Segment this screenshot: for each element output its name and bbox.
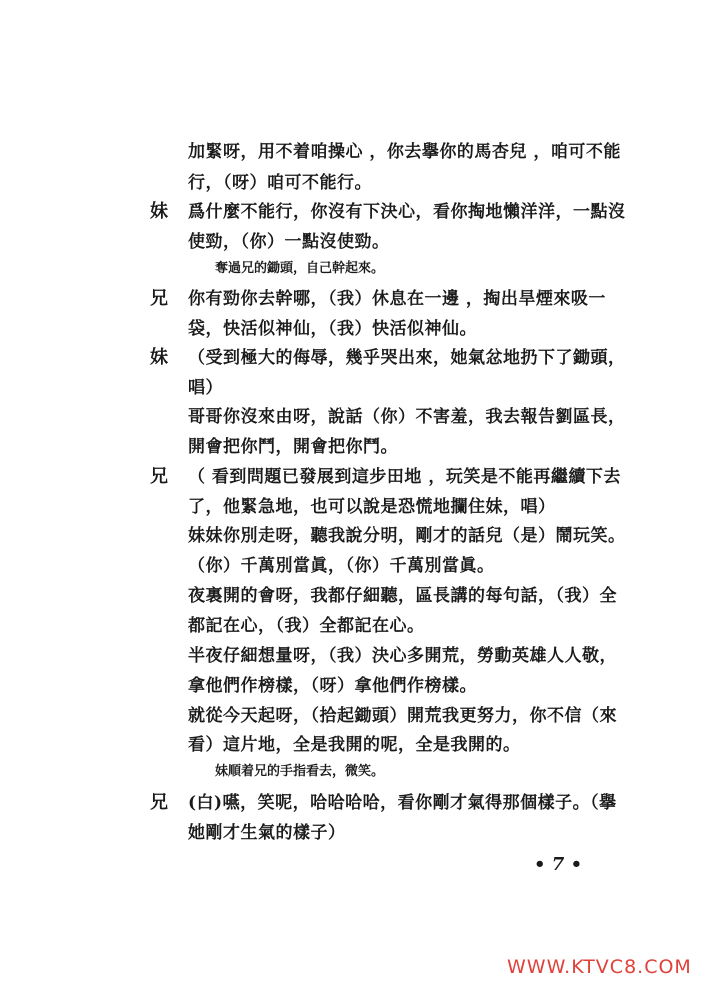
dialogue-line: 拿他們作榜樣，（呀）拿他們作榜樣。 [188,676,477,696]
dialogue-line: （你）千萬別當眞，（你）千萬別當眞。 [188,556,495,576]
dialogue-line: 爲什麼不能行，你沒有下決心，看你掏地懶洋洋，一點沒 [188,202,626,222]
dialogue-line: 唱） [188,378,223,398]
watermark: WWW.KTVC8.COM [507,956,692,978]
dialogue-line: 使勁，（你）一點沒使勁。 [188,232,390,252]
dialogue-line: 就從今天起呀，（拾起鋤頭）開荒我更努力，你不信（來 [188,706,617,726]
dialogue-line: 妹妹你別走呀，聽我說分明，剛才的話兒（是）鬧玩笑。 [188,526,626,546]
speaker-label: 兄 [150,288,168,309]
dialogue-line: 夜裏開的會呀，我都仔細聽，區長講的每句話，（我）全 [188,586,617,606]
dialogue-line: 加緊呀，用不着咱操心 ，你去擧你的馬杏兒 ，咱可不能 [188,142,621,162]
dialogue-line: 哥哥你沒來由呀，說話（你）不害羞，我去報告劉區長， [188,407,626,427]
page-number: • 7 • [534,854,583,875]
stage-direction: 妹順着兄的手指看去，微笑。 [215,764,385,779]
dialogue-line: 看）這片地，全是我開的呢，全是我開的。 [188,735,521,755]
dialogue-line: （受到極大的侮辱，幾乎哭出來，她氣忿地扔下了鋤頭， [188,348,626,368]
dialogue-line: 袋，快活似神仙，（我）快活似神仙。 [188,319,477,339]
dialogue-line: 了，他緊急地，也可以說是恐慌地攔住妹，唱） [188,497,556,517]
dialogue-line: （ 看到問題已發展到這步田地 ，玩笑是不能再繼續下去 [188,467,621,487]
dialogue-line: 行，（呀）咱可不能行。 [188,173,372,193]
speaker-label: 妹 [150,201,168,222]
speaker-label: 兄 [150,466,168,487]
dialogue-line: 你有勁你去幹哪，（我）休息在一邊 ，掏出旱煙來吸一 [188,289,606,309]
dialogue-line: 半夜仔細想量呀，（我）決心多開荒，勞動英雄人人敬， [188,646,617,666]
dialogue-line: 開會把你鬥，開會把你鬥。 [188,437,398,457]
stage-direction: 奪過兄的鋤頭，自己幹起來。 [215,261,385,276]
dialogue-line: 都記在心，（我）全都記在心。 [188,616,425,636]
speaker-label: 妹 [150,347,168,368]
dialogue-line: 她剛才生氣的樣子） [188,823,346,843]
speaker-label: 兄 [150,792,168,813]
dialogue-line: (白)嚥，笑呢，哈哈哈哈，看你剛才氣得那個樣子。（擧 [188,793,617,813]
